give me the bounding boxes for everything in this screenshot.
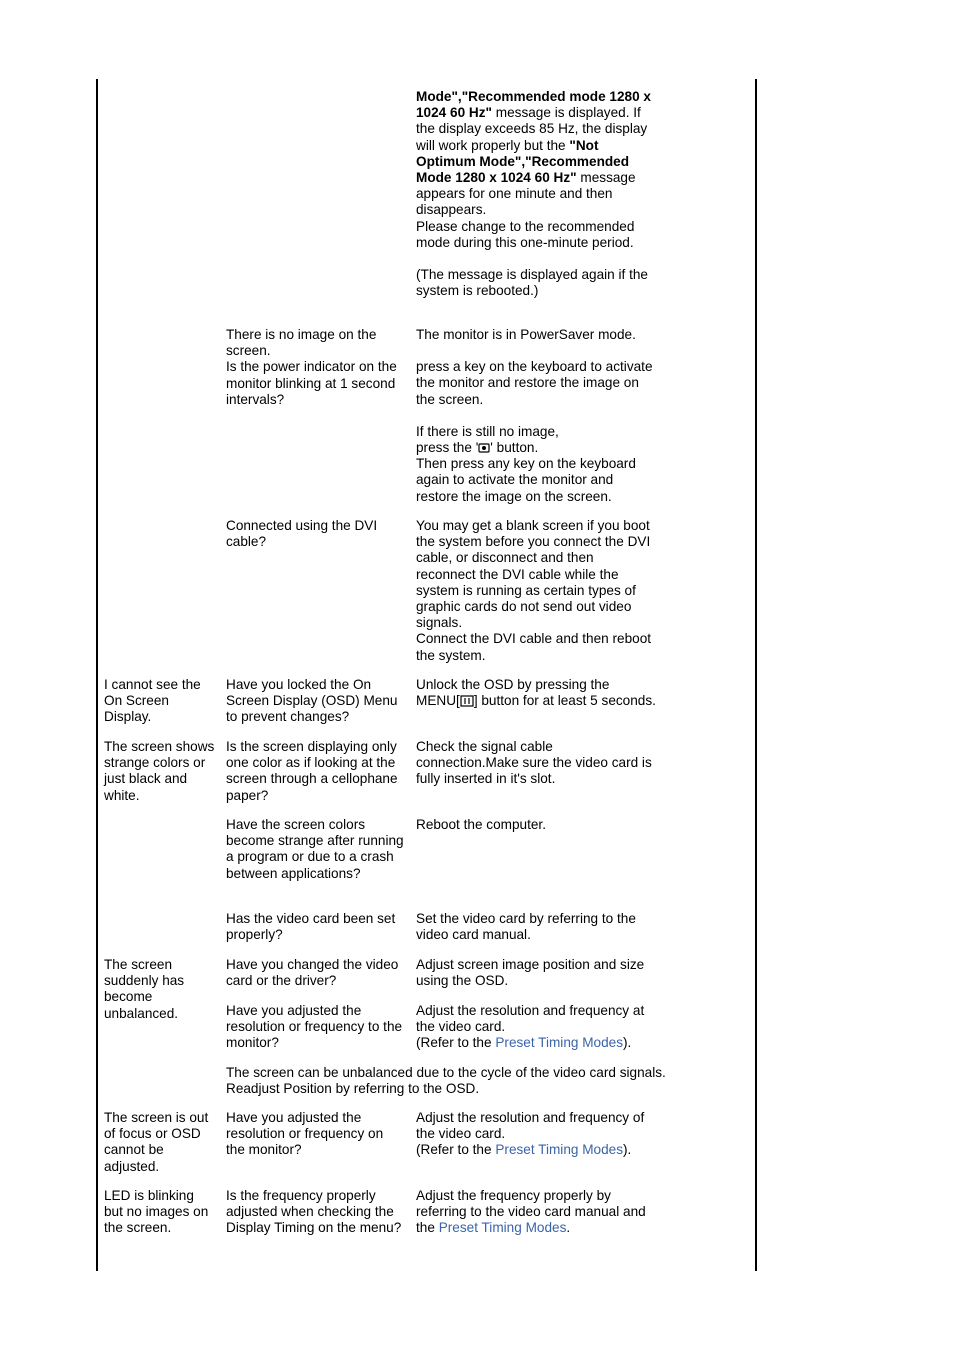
source-button-icon [478,442,490,454]
solution-osd-unlock: Unlock the OSD by pressing the MENU[ ] button for at least 5 seconds. [416,677,656,709]
solution-adjust-resolution-of-card: Adjust the resolution and frequency of the video card. (Refer to the Preset Timing Modes). [416,1110,645,1158]
solution-signal-cable: Check the signal cable connection.Make sure the video card is fully inserted in it's slot. [416,739,652,787]
solution-video-card-manual: Set the video card by referring to the video card manual. [416,911,636,943]
check-osd-lock: Have you locked the On Screen Display (OSD) Menu to prevent changes? [226,677,398,725]
symptom-strange-colors: The screen shows strange colors or just black and white. [104,739,215,803]
unbalanced-note: The screen can be unbalanced due to the cycle of the video card signals. Readjust Position by referring to the OSD. [226,1065,666,1097]
check-video-card-set: Has the video card been set properly? [226,911,396,943]
preset-timing-modes-link[interactable]: Preset Timing Modes [495,1142,624,1158]
check-no-image: There is no image on the screen. Is the power indicator on the monitor blinking at 1 second intervals? [226,327,397,407]
top-solution: Mode","Recommended mode 1280 x 1024 60 Hz" message is displayed. If the display exceeds 85 Hz, the display will work properly but the "Not Optimum Mode","Recommended Mode 1280 x 1024 60 Hz" message appears for one minute and then disappears. Please change to the recommended mode during this one-minute period. (The message is displayed again if the system is rebooted.) [416,89,651,299]
symptom-led-blinking: LED is blinking but no images on the screen. [104,1188,209,1236]
solution-adjust-frequency: Adjust the frequency properly by referring to the video card manual and the Preset Timing Modes. [416,1188,646,1236]
solution-dvi: You may get a blank screen if you boot the system before you connect the DVI cable, or disconnect and then reconnect the DVI cable while the system is running as certain types of graphic cards do not send out video signals. Connect the DVI cable and then reboot the system. [416,518,652,663]
check-one-color: Is the screen displaying only one color as if looking at the screen through a cellophane paper? [226,739,398,803]
check-dvi: Connected using the DVI cable? [226,518,378,550]
symptom-unbalanced: The screen suddenly has become unbalanced. [104,957,185,1021]
table-left-border [96,79,98,1271]
check-resolution-on-monitor: Have you adjusted the resolution or frequency on the monitor? [226,1110,384,1158]
check-resolution-to-monitor: Have you adjusted the resolution or frequency to the monitor? [226,1003,403,1051]
menu-button-icon [460,695,474,707]
solution-adjust-position: Adjust screen image position and size using the OSD. [416,957,645,989]
check-changed-card: Have you changed the video card or the driver? [226,957,399,989]
solution-adjust-resolution-at-card: Adjust the resolution and frequency at the video card. (Refer to the Preset Timing Modes). [416,1003,645,1051]
table-right-border [755,79,757,1271]
symptom-no-osd: I cannot see the On Screen Display. [104,677,201,725]
check-frequency-adjusted: Is the frequency properly adjusted when checking the Display Timing on the menu? [226,1188,402,1236]
solution-powersaver: The monitor is in PowerSaver mode. press a key on the keyboard to activate the monitor and restore the image on the screen. If there is still no image, press the ' ' button. Then press any key on the keyboard again to activate the monitor and restore the image on the screen. [416,327,653,504]
preset-timing-modes-link[interactable]: Preset Timing Modes [438,1220,567,1236]
check-program-crash: Have the screen colors become strange after running a program or due to a crash between applications? [226,817,404,881]
preset-timing-modes-link[interactable]: Preset Timing Modes [495,1035,624,1051]
symptom-out-of-focus: The screen is out of focus or OSD cannot be adjusted. [104,1110,209,1174]
solution-reboot: Reboot the computer. [416,817,546,832]
